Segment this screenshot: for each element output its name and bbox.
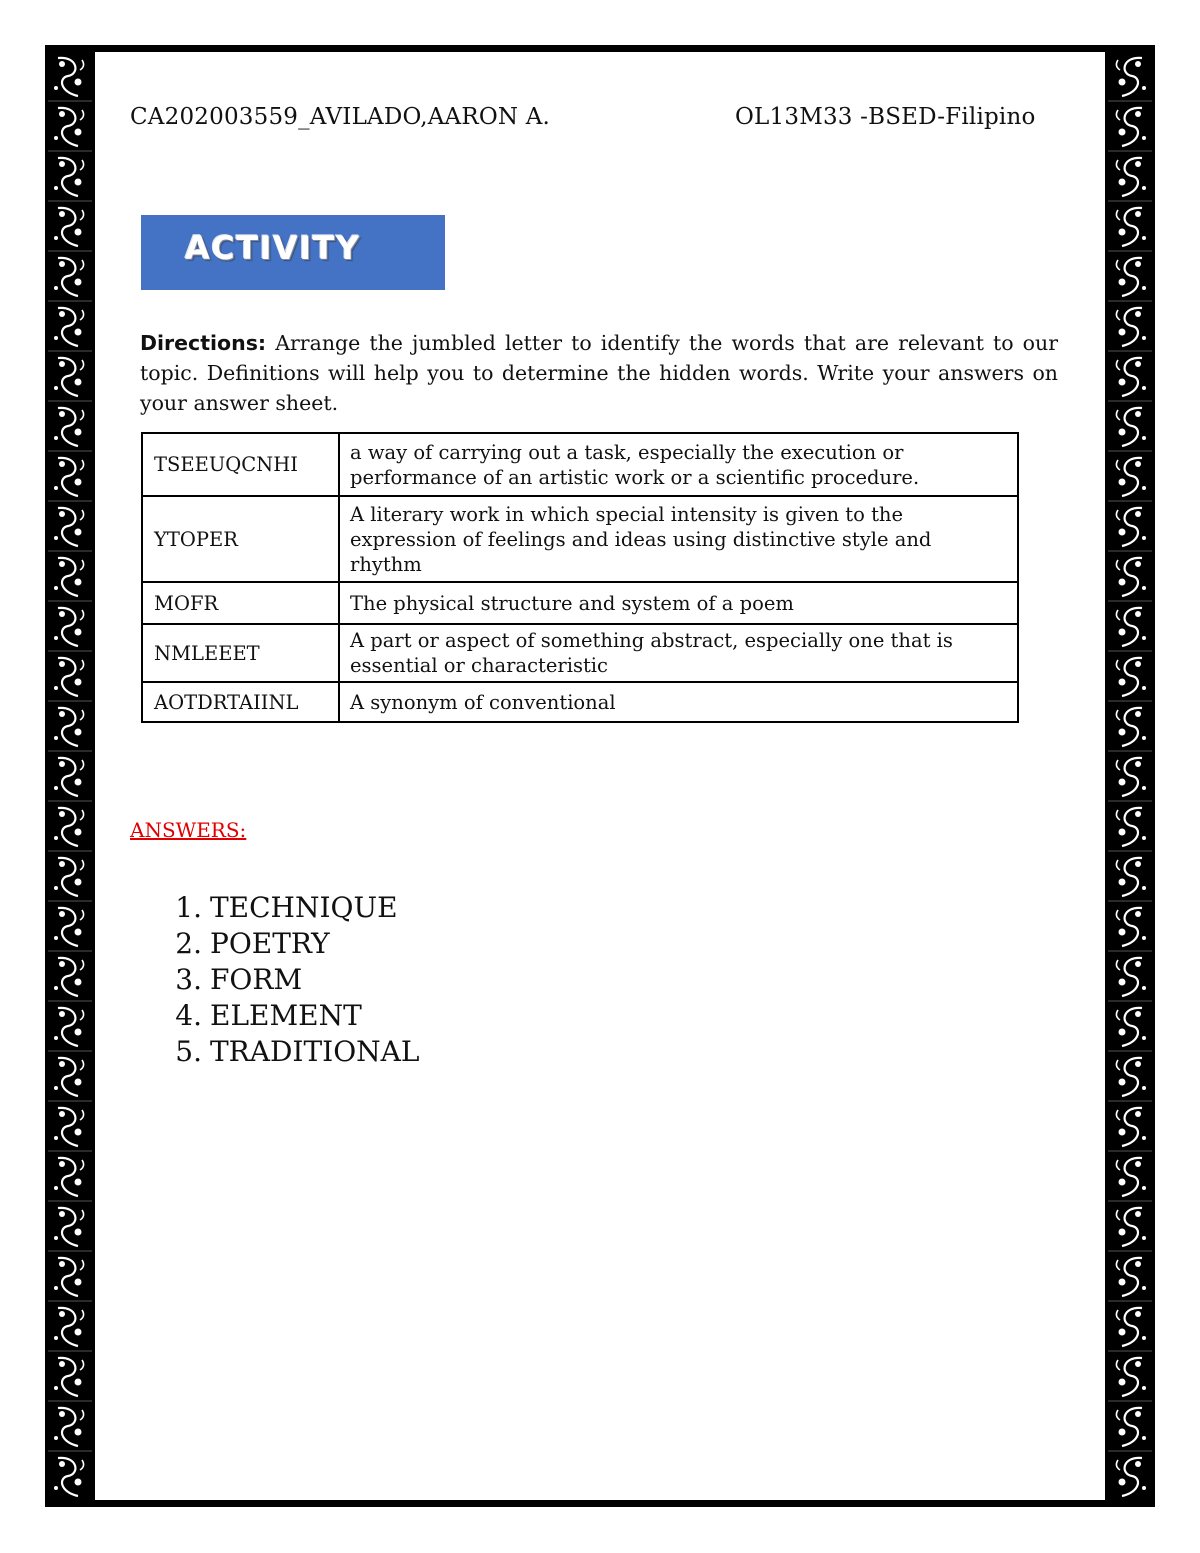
jumbled-word: TSEEUQCNHI <box>142 433 339 496</box>
jumbled-words-table <box>141 432 1019 723</box>
list-item <box>150 926 420 962</box>
table-row <box>142 582 1018 624</box>
student-name-header: CA202003559_AVILADO,AARON A. <box>130 104 551 130</box>
right-border-pattern <box>1108 52 1152 1500</box>
answer-number: 3. <box>175 963 202 996</box>
answer-number: 1. <box>175 891 202 924</box>
word-definition: The physical structure and system of a poem <box>339 582 1018 624</box>
answer-word: TRADITIONAL <box>210 1035 420 1068</box>
word-definition: A synonym of conventional <box>339 682 1018 722</box>
course-code-header: OL13M33 -BSED-Filipino <box>735 104 1036 130</box>
word-definition: A part or aspect of something abstract, especially one that is essential or characteristic <box>339 624 1018 682</box>
word-definition: a way of carrying out a task, especially the execution or performance of an artistic work or a scientific procedure. <box>339 433 1018 496</box>
table-row <box>142 433 1018 496</box>
table-row <box>142 682 1018 722</box>
answer-number: 4. <box>175 999 202 1032</box>
directions-text: Arrange the jumbled letter to identify the words that are relevant to our topic. Definitions will help you to determine the hidden words. Write your answers on your answer sheet. <box>140 331 1058 415</box>
table-row <box>142 496 1018 582</box>
list-item <box>150 998 420 1034</box>
jumbled-word: MOFR <box>142 582 339 624</box>
directions-paragraph <box>140 328 1058 418</box>
list-item <box>150 962 420 998</box>
answer-number: 2. <box>175 927 202 960</box>
answer-word: POETRY <box>210 927 330 960</box>
left-border-pattern <box>48 52 92 1500</box>
list-item <box>150 1034 420 1070</box>
answer-word: ELEMENT <box>210 999 362 1032</box>
table-row <box>142 624 1018 682</box>
answer-number: 5. <box>175 1035 202 1068</box>
answer-word: FORM <box>210 963 303 996</box>
jumbled-word: AOTDRTAIINL <box>142 682 339 722</box>
activity-title: ACTIVITY <box>185 229 361 267</box>
answers-list <box>150 890 420 1070</box>
activity-banner <box>141 215 445 290</box>
word-definition: A literary work in which special intensity is given to the expression of feelings and ideas using distinctive style and rhythm <box>339 496 1018 582</box>
directions-label: Directions: <box>140 331 267 355</box>
answers-label: ANSWERS: <box>130 818 247 842</box>
answer-word: TECHNIQUE <box>210 891 398 924</box>
list-item <box>150 890 420 926</box>
jumbled-word: NMLEEET <box>142 624 339 682</box>
jumbled-word: YTOPER <box>142 496 339 582</box>
